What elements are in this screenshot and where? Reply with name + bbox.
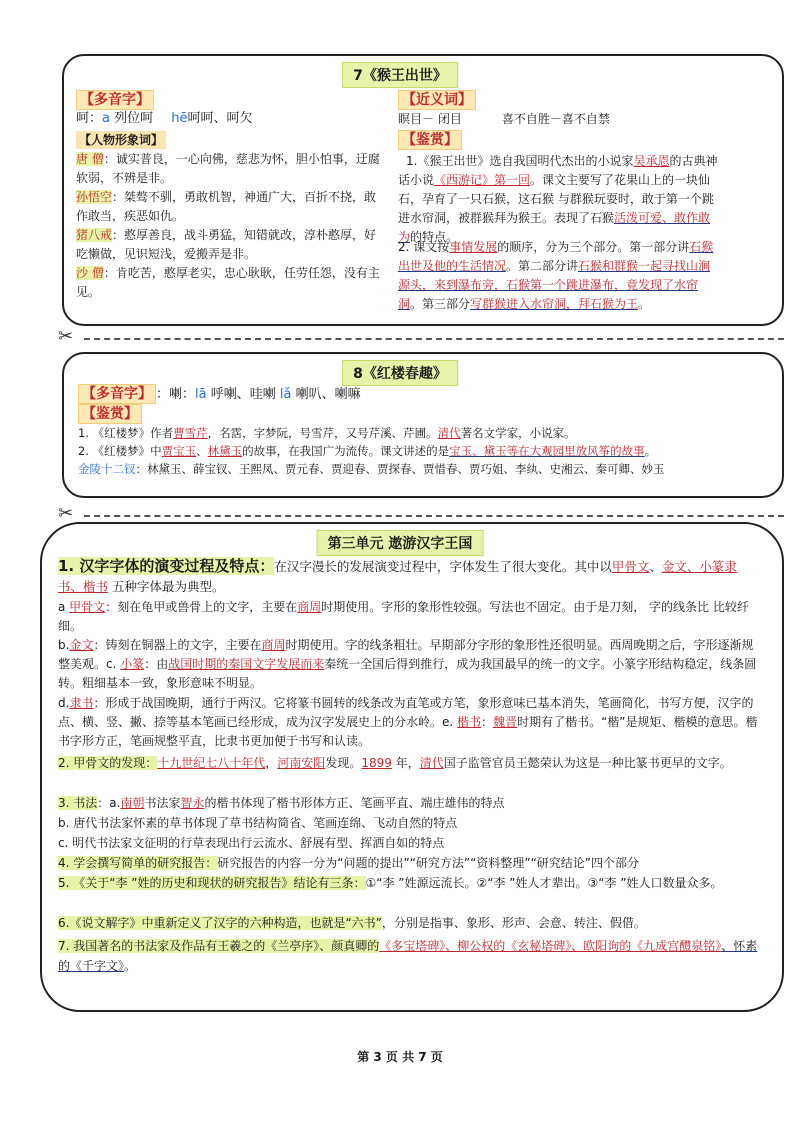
unit3-item5: 5. 《关于“李 ”姓的历史和现状的研究报告》结论有三条：①“李 ”姓源远流长。②“李 ”姓人才辈出。③“李 ”姓人口数量众多。 <box>58 876 723 890</box>
sec8-line2: 2. 《红楼梦》中贾宝玉、林黛玉的故事，在我国广为流传。课文讲述的是宝玉、黛玉等在大观园里放风筝的故事。 <box>78 444 657 458</box>
section-8-title: 8《红楼春趣》 <box>342 360 458 386</box>
unit3-item4: 4. 学会撰写简单的研究报告：研究报告的内容一分为“问题的提出”“研究方法”“资料整理”“研究结论”四个部分 <box>58 856 640 870</box>
unit3-item3b: b. 唐代书法家怀素的草书体现了草书结构简省、笔画连绵、飞动自然的特点 <box>58 816 458 830</box>
jinyi-tag: 【近义词】 <box>398 90 476 110</box>
person-shaseng: 沙 僧：肯吃苦，憨厚老实，忠心耿耿，任劳任怨，没有主见。 <box>76 266 380 299</box>
unit3-item3c: c. 明代书法家文征明的行草表现出行云流水、舒展有型、挥洒自如的特点 <box>58 836 445 850</box>
jianshang-tag-8: 【鉴赏】 <box>78 404 142 424</box>
cut-line <box>84 338 784 340</box>
unit3-item1-a: a 甲骨文：刻在龟甲或兽骨上的文字，主要在商周时期使用。字形的象形性较强。写法也不固定。由于是刀刻， 字的线条比 比较纤细。 <box>58 600 749 633</box>
duoyinzi-tag: 【多音字】 <box>76 90 154 110</box>
jianshang-7-p1: 1.《猴王出世》选自我国明代杰出的小说家吴承恩的古典神话小说《西游记》第一回。课文主要写了花果山上的一块仙石，孕育了一只石猴，这石猴 与群猴玩耍时，敢于第一个跳进水帘洞，被群猴拜为猴王。表现了石猴活泼可爱、敢作敢为的特点。 <box>398 154 718 244</box>
person-zhubajie: 猪八戒：憨厚善良，战斗勇猛，知错就改，淳朴憨厚，好吃懒做，见识短浅，爱搬弄是非。 <box>76 228 377 261</box>
scissors-icon: ✂ <box>58 326 74 347</box>
person-sunwukong: 孙悟空：桀骜不驯，勇敢机智，神通广大，百折不挠，敢作敢当，疾恶如仇。 <box>76 190 377 223</box>
sec8-jinling: 金陵十二钗：林黛玉、薛宝钗、王熙凤、贾元春、贾迎春、贾探春、贾惜春、贾巧姐、李纨、史湘云、秦可卿、妙玉 <box>78 462 665 476</box>
jinyi-line: 瞑目－ 闭目 喜不自胜－喜不自禁 <box>398 112 610 126</box>
unit3-item7: 7. 我国著名的书法家及作品有王羲之的《兰亭序》、颜真卿的《多宝塔碑》、柳公权的《玄秘塔碑》、欧阳询的《九成宫醴泉铭》、怀素的《千字文》。 <box>58 939 758 973</box>
person-tangseng: 唐 僧：诚实普良，一心向佛，慈悲为怀，胆小怕事，迂腐软弱，不辨是非。 <box>76 152 380 185</box>
section-7-title: 7《猴王出世》 <box>342 62 458 88</box>
unit3-item3a: 3. 书法：a.南朝书法家智永的楷书体现了楷书形体方正、笔画平直、端庄雄伟的特点 <box>58 796 505 810</box>
unit3-item2: 2. 甲骨文的发现：十九世纪七八十年代，河南安阳发现。1899 年，清代国子监管官员王懿荣认为这是一种比篆书更早的文字。 <box>58 756 732 770</box>
renwu-tag: 【人物形象词】 <box>76 131 166 149</box>
unit3-item6: 6.《说文解字》中重新定义了汉字的六种构造，也就是“六书”，分别是指事、象形、形声、会意、转注、假借。 <box>58 916 646 930</box>
unit3-item1-de: d.隶书：形成于战国晚期，通行于两汉。它将篆书圆转的线条改为直笔或方笔，象形意味已基本消失，笔画简化，书写方便，汉字的点、横、竖、撇、捺等基本笔画已经形成，成为汉字发展史上的分水岭。e. 楷书：魏晋时期有了楷书。“楷”是规矩、楷模的意思。楷书字形方正，笔画规整平直，比隶书更加便于书写和认读。 <box>58 696 758 748</box>
sec8-duoyin-line: 【多音字】 ：喇：lā 呼喇、哇喇 lǎ 喇叭、喇嘛 <box>78 384 361 404</box>
scissors-icon: ✂ <box>58 503 74 524</box>
unit-3-title: 第三单元 遨游汉字王国 <box>317 530 484 556</box>
cut-line <box>84 515 784 517</box>
sec8-line1: 1. 《红楼梦》作者曹雪芹，名霑，字梦阮，号雪芹，又号芹溪、芹圃。清代著名文学家，小说家。 <box>78 426 576 440</box>
jianshang-tag-7: 【鉴赏】 <box>398 130 462 150</box>
jianshang-7-p2: 2. 课文按事情发展的顺序，分为三个部分。第一部分讲石猴出世及他的生活情况。第二部分讲石猴和群猴一起寻找山涧源头，来到瀑布旁，石猴第一个跳进瀑布，竟发现了水帘洞。第三部分写群猴进入水帘洞，拜石猴为王。 <box>398 240 714 311</box>
unit3-item1-bc: b.金文：铸刻在铜器上的文字，主要在商周时期使用。字的线条粗壮。早期部分字形的象形性还很明显。西周晚期之后，字形逐渐规整美观。c. 小篆：由战国时期的秦国文字发展而来秦统一全国后得到推行，成为我国最早的统一的文字。小篆字形结构稳定，线条圆转。粗细基本一致，象形意味不明显。 <box>58 638 757 690</box>
duoyinzi-line: 呵：a 列位呵 hē呵呵、呵欠 <box>76 111 253 126</box>
unit3-item1: 1. 汉字字体的演变过程及特点：在汉字漫长的发展演变过程中，字体发生了很大变化。其中以甲骨文、金文、小篆隶书、楷书 五种字体最为典型。 <box>58 557 737 594</box>
page-footer: 第 3 页 共 7 页 <box>357 1050 443 1064</box>
